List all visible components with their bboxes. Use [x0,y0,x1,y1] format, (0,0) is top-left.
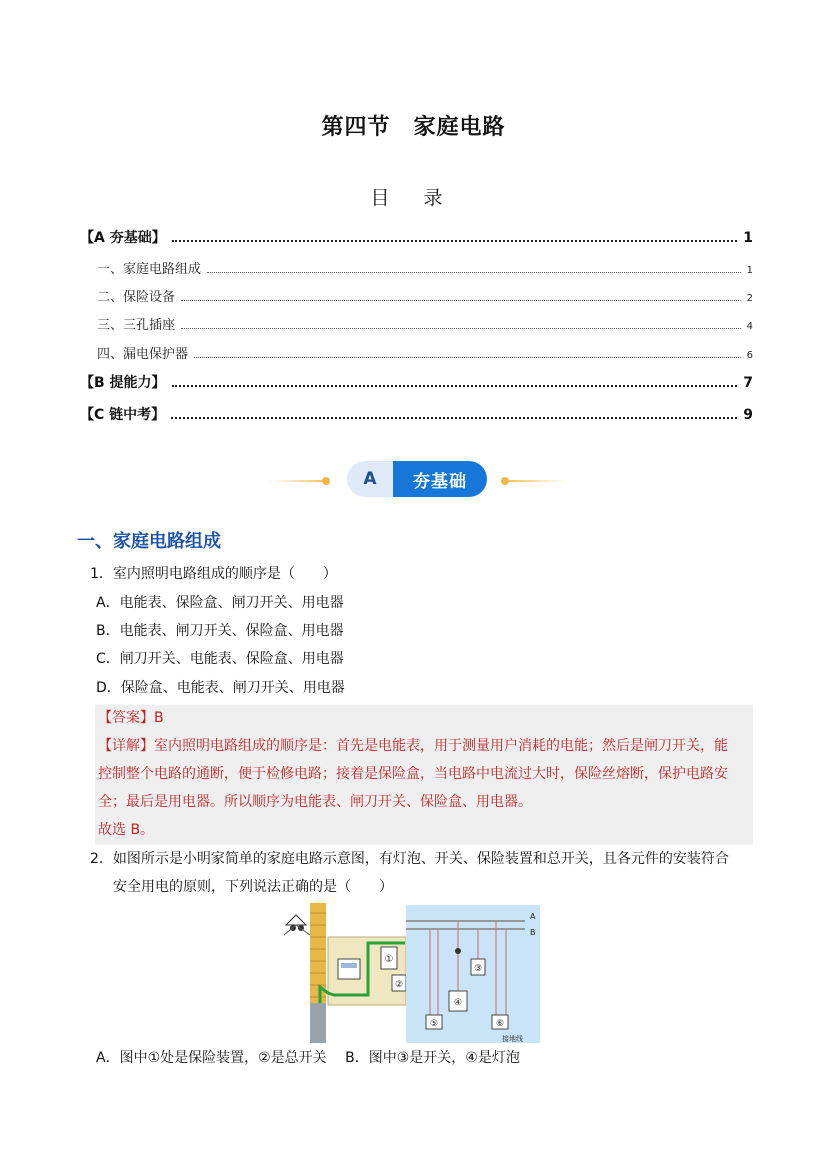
svg-text:①: ① [384,954,394,965]
question-1-option-a: A．电能表、保险盒、闸刀开关、用电器 [96,595,344,611]
toc-leader [194,357,741,358]
toc-entry-b[interactable] [80,372,753,392]
toc-subentry-1[interactable] [97,258,753,277]
house-roof-icon [284,915,310,935]
svg-text:②: ② [394,980,404,990]
question-2-options-line: A．图中①处是保险装置，②是总开关 B．图中③是开关，④是灯泡 [96,1050,520,1066]
toc-entry-page: 7 [743,375,753,391]
section-heading: 一、家庭电路组成 [77,531,221,552]
toc-entry-label: 三、三孔插座 [97,318,176,333]
toc-entry-label: 二、保险设备 [97,290,176,305]
electric-meter [338,959,360,979]
toc-entry-page: 1 [746,265,753,276]
answer-label: 【答案】B [98,710,164,726]
banner-right-line [509,480,569,482]
toc-entry-label: 【A 夯基础】 [80,230,166,246]
toc-entry-label: 一、家庭电路组成 [97,262,202,277]
svg-text:A: A [530,912,536,921]
banner-right-dot [501,477,509,485]
toc-subentry-4[interactable] [97,343,753,362]
toc-entry-page: 2 [746,293,753,304]
toc-entry-page: 9 [743,407,753,423]
answer-detail-line: 全；最后是用电器。所以顺序为电能表、闸刀开关、保险盒、用电器。 [98,794,532,810]
toc-entry-c[interactable] [80,404,753,424]
answer-detail-line: 故选 B。 [98,822,155,838]
question-1-option-d: D．保险盒、电能表、闸刀开关、用电器 [96,680,345,696]
banner-letter: A [347,461,393,497]
toc-title: 目 录 [370,187,457,209]
toc-leader [207,272,741,273]
banner-left-dot [322,477,330,485]
fuse-icon [455,948,461,954]
svg-text:⑥: ⑥ [495,1019,505,1029]
svg-text:B: B [530,928,536,937]
section-banner [347,461,487,497]
toc-entry-page: 1 [743,230,753,246]
svg-text:④: ④ [453,998,463,1008]
toc-leader [181,328,741,329]
question-1-stem: 1．室内照明电路组成的顺序是（ ） [90,566,337,582]
answer-detail-line: 控制整个电路的通断，便于检修电路；接着是保险盒，当电路中电流过大时，保险丝熔断，保护电路安 [98,766,728,782]
answer-detail-line: 【详解】室内照明电路组成的顺序是：首先是电能表，用于测量用户消耗的电能；然后是闸刀开关，能 [98,738,728,754]
svg-text:⑤: ⑤ [429,1019,439,1029]
question-2-stem-line2: 安全用电的原则，下列说法正确的是（ ） [113,879,393,895]
toc-subentry-3[interactable] [97,314,753,333]
svg-text:接地线: 接地线 [502,1035,523,1043]
circuit-diagram [280,903,540,1043]
toc-entry-page: 6 [746,350,753,361]
question-1-option-b: B．电能表、闸刀开关、保险盒、用电器 [96,623,344,639]
question-1-option-c: C．闸刀开关、电能表、保险盒、用电器 [96,651,344,667]
toc-entry-label: 【C 链中考】 [80,407,166,423]
banner-left-line [268,480,324,482]
toc-entry-label: 四、漏电保护器 [97,347,189,362]
toc-subentry-2[interactable] [97,286,753,305]
toc-leader [171,417,737,419]
question-2-stem-line1: 2．如图所示是小明家简单的家庭电路示意图，有灯泡、开关、保险装置和总开关，且各元件的安装符合 [90,851,729,867]
toc-entry-page: 4 [746,321,753,332]
toc-leader [172,385,738,387]
svg-text:③: ③ [473,964,483,974]
toc-leader [172,240,738,242]
page-title: 第四节 家庭电路 [321,115,506,140]
banner-text: 夯基础 [393,461,487,497]
toc-leader [181,300,741,301]
toc-entry-a[interactable] [80,227,753,247]
toc-entry-label: 【B 提能力】 [80,375,166,391]
